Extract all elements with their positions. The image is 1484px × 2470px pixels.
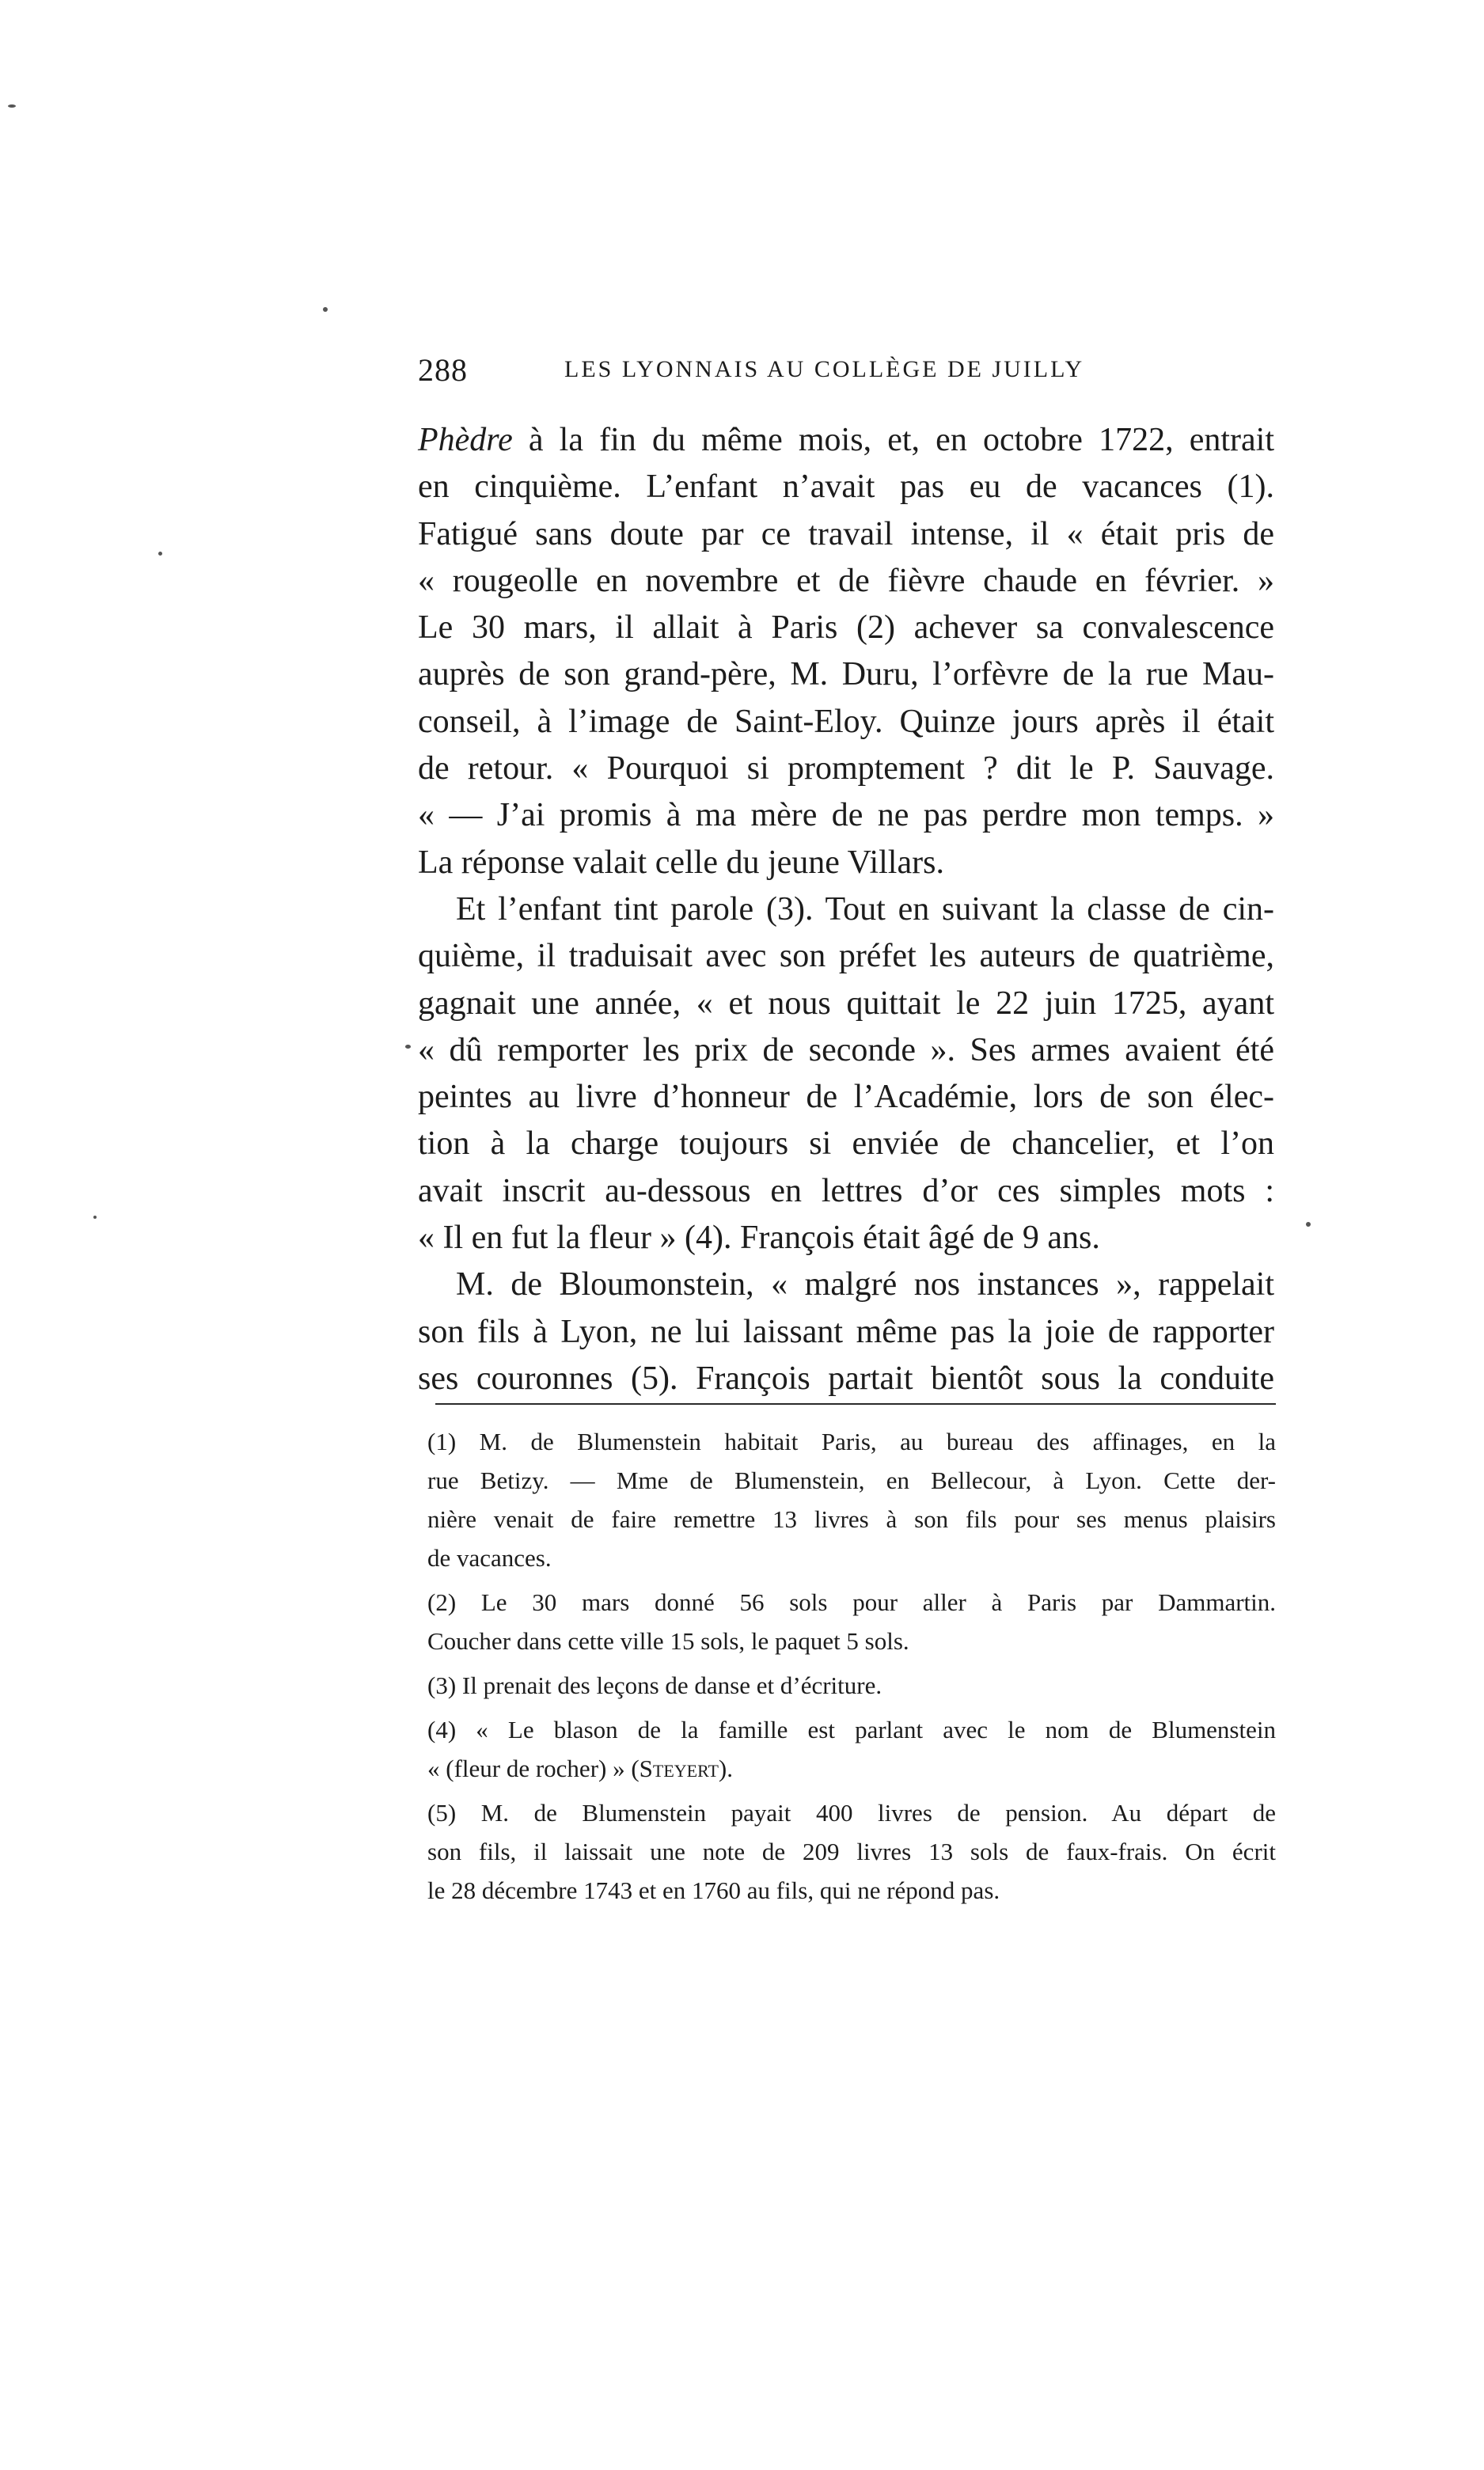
body-line: Et l’enfant tint parole (3). Tout en suivant la classe de cin- bbox=[456, 890, 1274, 928]
paper-speck bbox=[8, 104, 16, 108]
footnote-line: « (fleur de rocher) » (Steyert). bbox=[427, 1755, 733, 1782]
body-line: auprès de son grand-père, M. Duru, l’orfèvre de la rue Mau- bbox=[418, 656, 1274, 693]
paper-speck bbox=[1306, 1222, 1311, 1227]
paper-speck bbox=[93, 1216, 97, 1219]
footnote-divider bbox=[435, 1403, 1276, 1405]
body-line: en cinquième. L’enfant n’avait pas eu de vacances (1). bbox=[418, 469, 1274, 506]
body-line: avait inscrit au-dessous en lettres d’or ces simples mots : bbox=[418, 1172, 1274, 1209]
footnote-2 bbox=[427, 1583, 1276, 1660]
body-line: La réponse valait celle du jeune Villars. bbox=[418, 844, 944, 881]
footnote-1 bbox=[427, 1422, 1276, 1577]
body-line: peintes au livre d’honneur de l’Académie, lors de son élec- bbox=[418, 1079, 1274, 1116]
paper-speck bbox=[158, 552, 162, 556]
footnote-line: le 28 décembre 1743 et en 1760 au fils, qui ne répond pas. bbox=[427, 1876, 1000, 1904]
body-line: « Il en fut la fleur » (4). François était âgé de 9 ans. bbox=[418, 1220, 1100, 1257]
page-number: 288 bbox=[418, 352, 468, 388]
running-head: LES LYONNAIS AU COLLÈGE DE JUILLY bbox=[564, 356, 1085, 382]
body-line: quième, il traduisait avec son préfet les auteurs de quatrième, bbox=[418, 938, 1274, 975]
footnote-line: Coucher dans cette ville 15 sols, le paquet 5 sols. bbox=[427, 1627, 909, 1655]
footnote-5 bbox=[427, 1793, 1276, 1910]
body-text bbox=[418, 417, 1274, 1402]
footnote-line: rue Betizy. — Mme de Blumenstein, en Bellecour, à Lyon. Cette der- bbox=[427, 1466, 1276, 1494]
footnote-line: son fils, il laissait une note de 209 livres 13 sols de faux-frais. On écrit bbox=[427, 1838, 1276, 1865]
body-line: tion à la charge toujours si enviée de chancelier, et l’on bbox=[418, 1125, 1274, 1163]
body-line: Le 30 mars, il allait à Paris (2) achever sa convalescence bbox=[418, 609, 1274, 647]
footnote-line: (3) Il prenait des leçons de danse et d’écriture. bbox=[427, 1671, 882, 1699]
footnote-line: nière venait de faire remettre 13 livres à son fils pour ses menus plaisirs bbox=[427, 1505, 1276, 1533]
body-line: ses couronnes (5). François partait bientôt sous la conduite bbox=[418, 1360, 1274, 1397]
italic-title: Phèdre bbox=[418, 422, 513, 458]
body-line: Phèdre à la fin du même mois, et, en octobre 1722, entrait bbox=[418, 422, 1274, 458]
footnote-line: de vacances. bbox=[427, 1544, 552, 1572]
author-name: Steyert bbox=[639, 1755, 719, 1782]
footnotes bbox=[427, 1422, 1276, 1910]
footnote-line: (2) Le 30 mars donné 56 sols pour aller à Paris par Dammartin. bbox=[427, 1588, 1276, 1616]
body-line: M. de Bloumonstein, « malgré nos instances », rappelait bbox=[456, 1266, 1274, 1303]
body-line: « dû remporter les prix de seconde ». Ses armes avaient été bbox=[418, 1031, 1274, 1068]
paper-speck bbox=[405, 1045, 411, 1049]
page-header bbox=[418, 351, 1274, 391]
body-line: son fils à Lyon, ne lui laissant même pas la joie de rapporter bbox=[418, 1313, 1274, 1350]
body-line: « rougeolle en novembre et de fièvre chaude en février. » bbox=[418, 562, 1274, 599]
footnote-line: (4) « Le blason de la famille est parlant avec le nom de Blumenstein bbox=[427, 1716, 1276, 1743]
footnote-line: (5) M. de Blumenstein payait 400 livres de pension. Au départ de bbox=[427, 1799, 1276, 1827]
body-line: « — J’ai promis à ma mère de ne pas perdre mon temps. » bbox=[418, 797, 1274, 834]
body-line: gagnait une année, « et nous quittait le 22 juin 1725, ayant bbox=[418, 985, 1274, 1022]
footnote-3 bbox=[427, 1666, 1276, 1705]
body-line: de retour. « Pourquoi si promptement ? dit le P. Sauvage. bbox=[418, 750, 1274, 787]
footnote-line: (1) M. de Blumenstein habitait Paris, au bureau des affinages, en la bbox=[427, 1428, 1276, 1455]
footnote-4 bbox=[427, 1710, 1276, 1788]
paper-speck bbox=[323, 307, 328, 312]
body-line: Fatigué sans doute par ce travail intense, il « était pris de bbox=[418, 515, 1274, 552]
body-line: conseil, à l’image de Saint-Eloy. Quinze jours après il était bbox=[418, 703, 1274, 740]
